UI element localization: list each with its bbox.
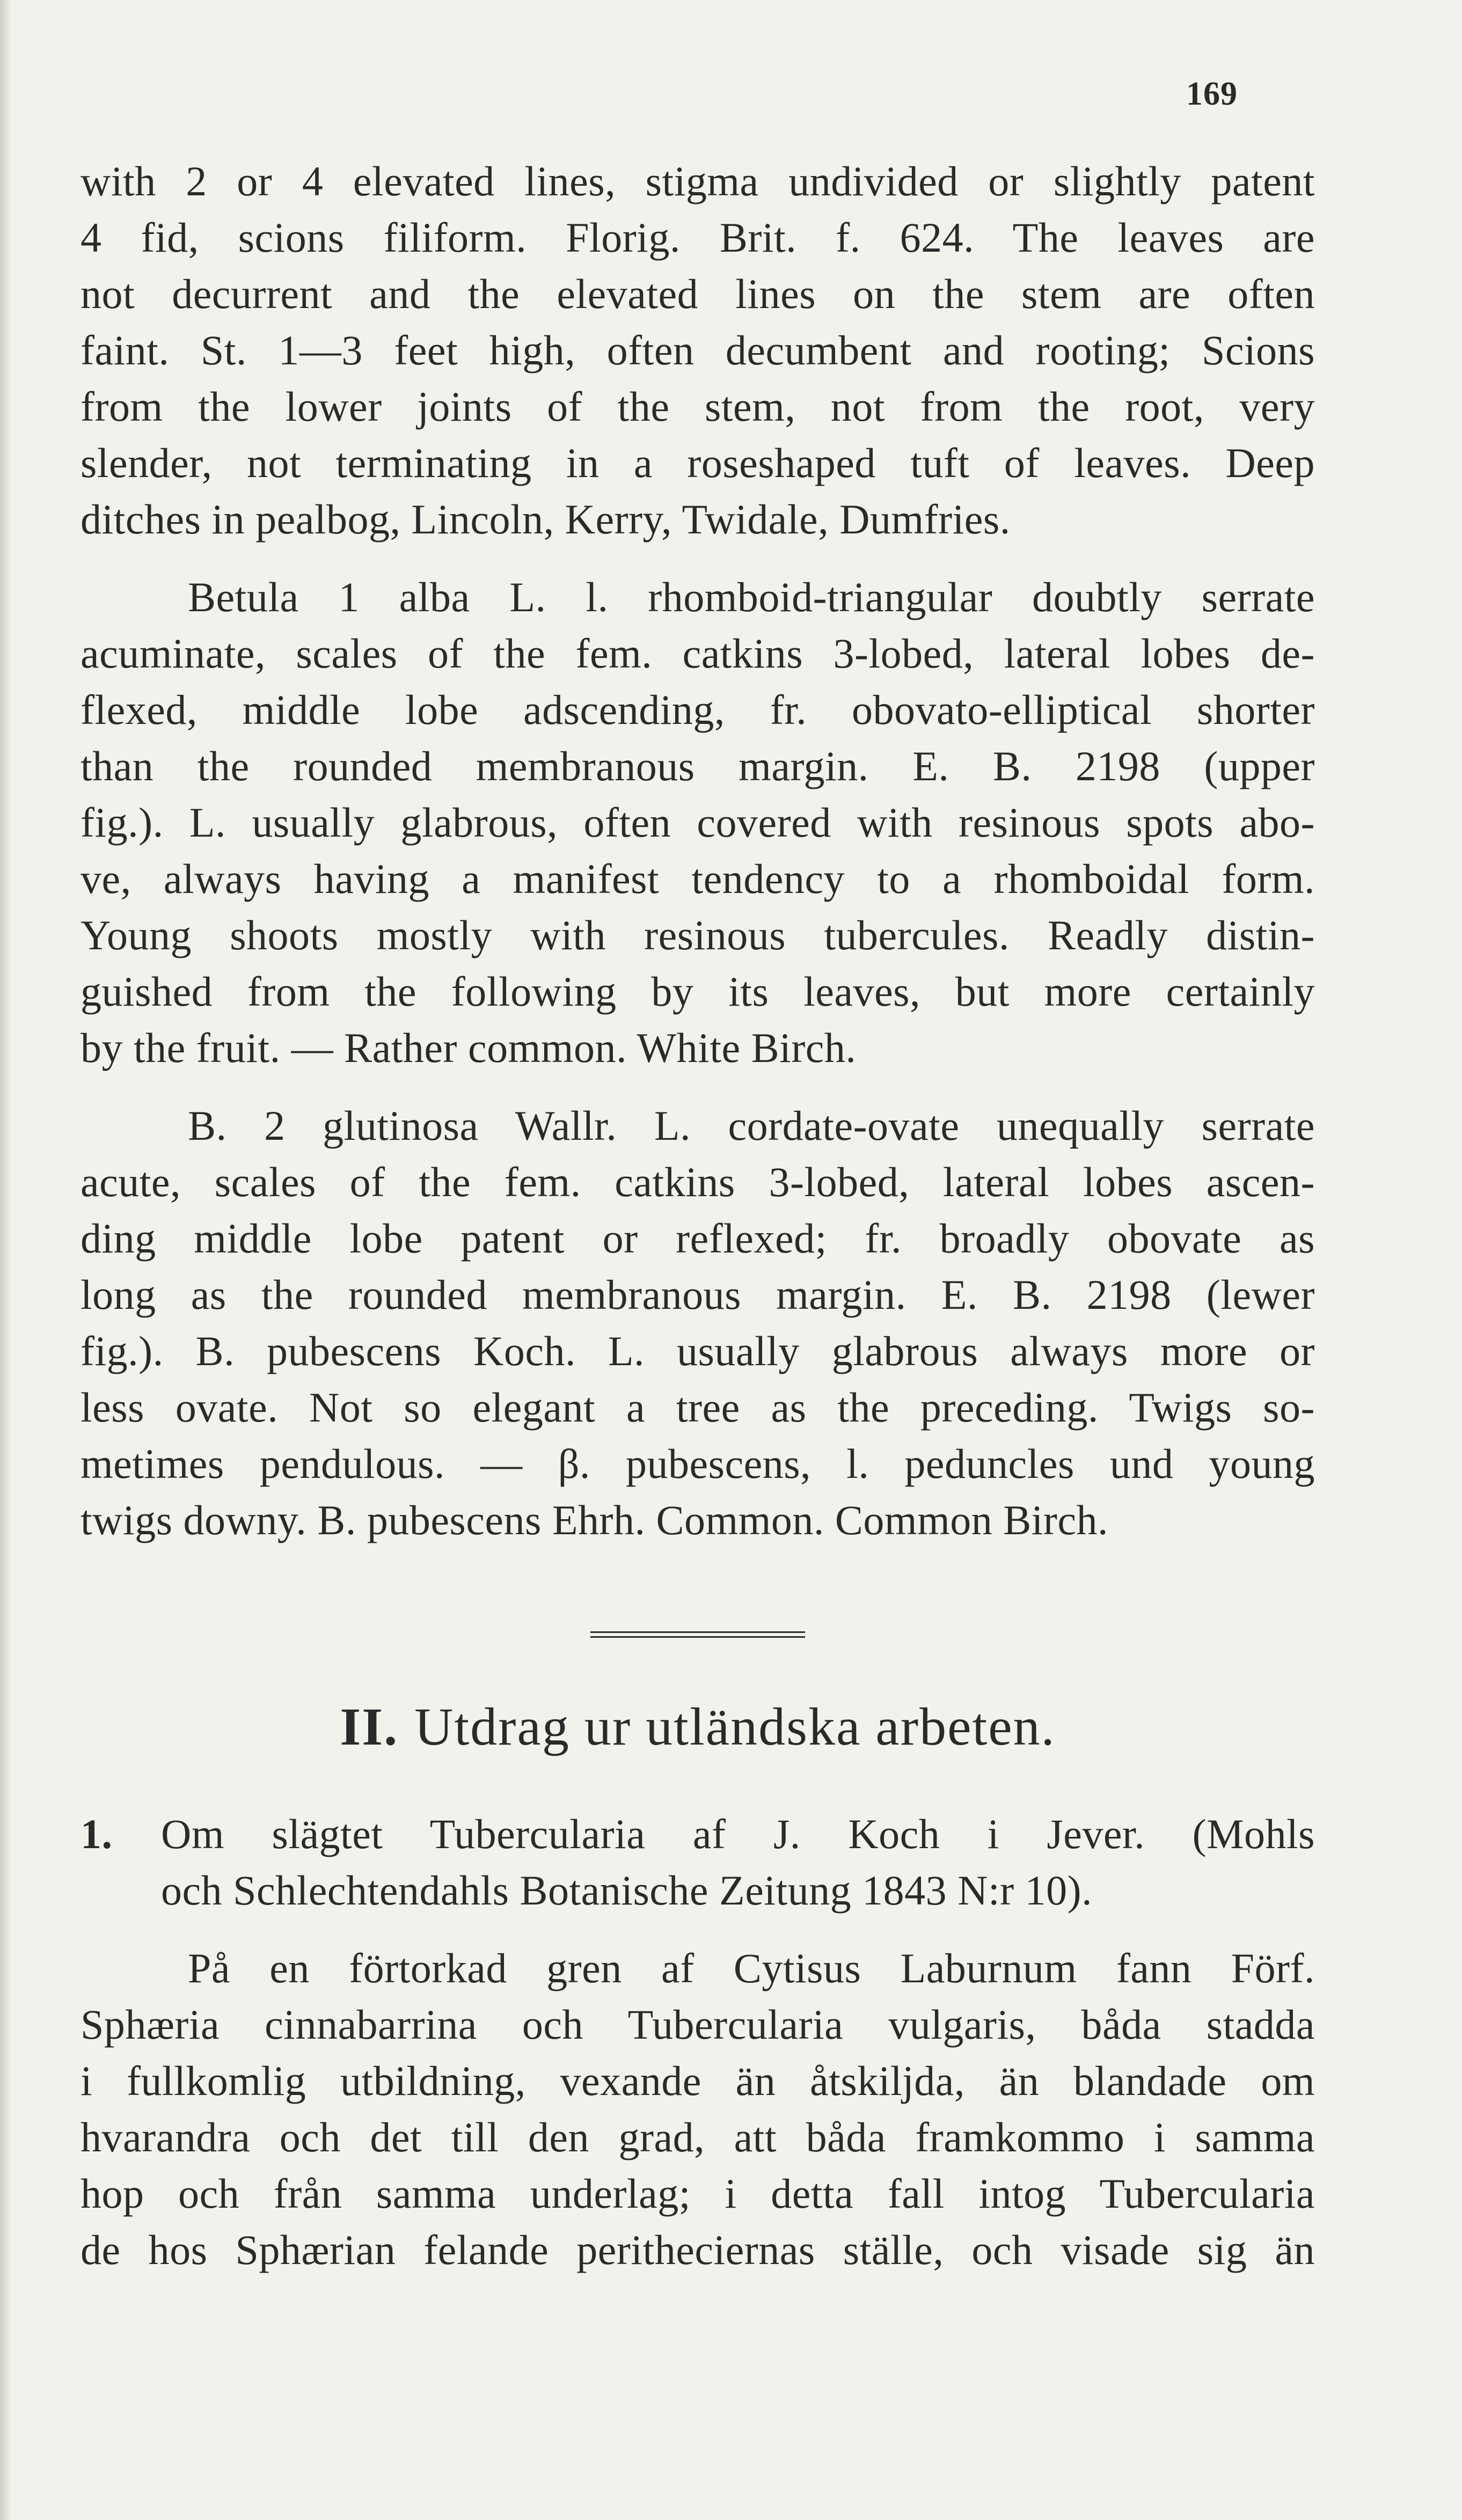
text-line: ding middle lobe patent or reflexed; fr. broadly obovate as [81,1215,1315,1262]
text-line: Young shoots mostly with resinous tubercules. Readly distin- [81,912,1315,958]
text-line: metimes pendulous. — β. pubescens, l. peduncles und young [81,1440,1315,1487]
text-line: fig.). L. usually glabrous, often covered with resinous spots abo- [81,799,1315,846]
text-line: Sphæria cinnabarrina och Tubercularia vulgaris, båda stadda [81,2001,1315,2048]
text-line: 4 fid, scions filiform. Florig. Brit. f. 624. The leaves are [81,214,1315,261]
reference-line [81,1806,1315,1862]
section-heading [81,1696,1315,1757]
item-number: 1. [81,1811,113,1857]
text-line: by the fruit. — Rather common. White Birch. [81,1024,857,1071]
text-line: acute, scales of the fem. catkins 3-lobed, lateral lobes ascen- [81,1159,1315,1205]
text-line: long as the rounded membranous margin. E. B. 2198 (lewer [81,1271,1315,1318]
section-title: Utdrag ur utländska arbeten. [414,1697,1056,1756]
text-line: faint. St. 1—3 feet high, often decumbent and rooting; Scions [81,327,1315,373]
text-line: Betula 1 alba L. l. rhomboid-triangular doubtly serrate [188,574,1315,620]
text-line: ditches in pealbog, Lincoln, Kerry, Twidale, Dumfries. [81,496,1011,543]
page-number: 169 [1186,76,1238,112]
section-divider [590,1631,805,1638]
section-roman-numeral: II. [340,1697,399,1756]
text-line: guished from the following by its leaves, but more certainly [81,968,1315,1015]
text-line: ve, always having a manifest tendency to a rhomboidal form. [81,855,1315,902]
text-line: På en förtorkad gren af Cytisus Laburnum fann Förf. [188,1945,1315,1991]
text-line: hvarandra och det till den grad, att båda framkommo i samma [81,2114,1315,2160]
text-line: with 2 or 4 elevated lines, stigma undivided or slightly patent [81,158,1315,204]
text-line: twigs downy. B. pubescens Ehrh. Common. Common Birch. [81,1497,1109,1543]
text-line: i fullkomlig utbildning, vexande än åtskiljda, än blandade om [81,2057,1315,2104]
text-line: not decurrent and the elevated lines on the stem are often [81,270,1315,317]
text-line: than the rounded membranous margin. E. B. 2198 (upper [81,743,1315,789]
text-line: B. 2 glutinosa Wallr. L. cordate-ovate unequally serrate [188,1102,1315,1149]
text-line: de hos Sphærian felande peritheciernas ställe, och visade sig än [81,2226,1315,2273]
text-line: acuminate, scales of the fem. catkins 3-lobed, lateral lobes de- [81,630,1315,677]
reference-text: Om slägtet Tubercularia af J. Koch i Jever. (Mohls [161,1811,1315,1857]
text-line: from the lower joints of the stem, not from the root, very [81,383,1315,430]
text-line: less ovate. Not so elegant a tree as the preceding. Twigs so- [81,1384,1315,1431]
page-edge-shadow [0,0,12,2520]
text-line: slender, not terminating in a roseshaped tuft of leaves. Deep [81,439,1315,486]
text-line: flexed, middle lobe adscending, fr. obovato-elliptical shorter [81,686,1315,733]
text-line: hop och från samma underlag; i detta fall intog Tubercularia [81,2170,1315,2217]
reference-line: och Schlechtendahls Botanische Zeitung 1843 N:r 10). [161,1867,1093,1914]
text-line: fig.). B. pubescens Koch. L. usually glabrous always more or [81,1328,1315,1374]
